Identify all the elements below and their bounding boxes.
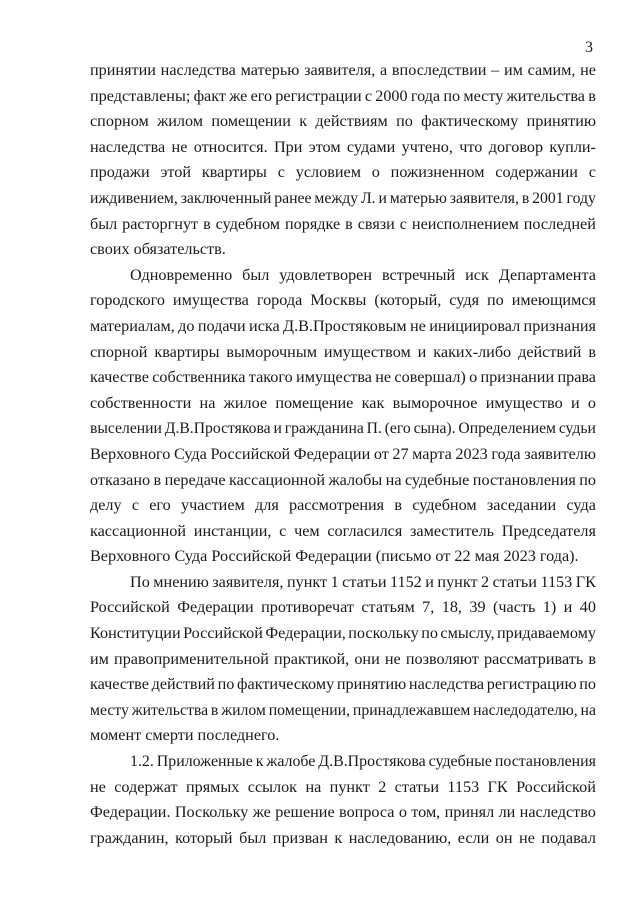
text-line: Федерации. Поскольку же решение вопроса о том, принял ли наследство xyxy=(90,803,596,822)
text-line: отказано в передаче кассационной жалобы на судебные постановления по xyxy=(90,470,596,489)
text-line: иждивением, заключенный ранее между Л. и матерью заявителя, в 2001 году xyxy=(90,189,596,207)
text-line: момент смерти последнего. xyxy=(90,726,280,745)
text-line: Конституции Российской Федерации, поскольку по смыслу, придаваемому xyxy=(90,624,596,643)
text-line: им правоприменительной практикой, они не позволяют рассматривать в xyxy=(90,649,596,668)
page-number: 3 xyxy=(585,39,593,56)
text-line: Одновременно был удовлетворен встречный иск Департамента xyxy=(130,265,596,284)
text-line: собственности на жилое помещение как выморочное имущество и о xyxy=(90,393,596,412)
text-line: делу с его участием для рассмотрения в судебном заседании суда xyxy=(90,496,596,515)
text-line: месту жительства в жилом помещении, принадлежавшем наследодателю, на xyxy=(90,701,596,719)
text-line: качестве действий по фактическому принятию наследства регистрацию по xyxy=(90,675,596,694)
text-line: кассационной инстанции, с чем согласился заместитель Председателя xyxy=(90,521,596,540)
paragraph xyxy=(90,58,596,263)
text-line: гражданин, который был призван к наследованию, если он не подавал xyxy=(90,828,596,847)
text-line: представлены; факт же его регистрации с 2000 года по месту жительства в xyxy=(90,86,596,105)
text-line: Верховного Суда Российской Федерации от 27 марта 2023 года заявителю xyxy=(90,444,596,463)
text-line: наследства не относится. При этом судами учтено, что договор купли- xyxy=(90,137,596,156)
text-line: принятии наследства матерью заявителя, а впоследствии – им самим, не xyxy=(90,61,596,79)
text-line: материалам, до подачи иска Д.В.Простяковым не инициировал признания xyxy=(90,316,596,335)
text-line: был расторгнут в судебном порядке в связи с неисполнением последней xyxy=(90,214,596,233)
text-line: По мнению заявителя, пункт 1 статьи 1152 и пункт 2 статьи 1153 ГК xyxy=(130,572,596,591)
text-line: спорном жилом помещении к действиям по фактическому принятию xyxy=(90,112,596,131)
paragraph xyxy=(90,570,596,749)
text-line: спорной квартиры выморочным имуществом и каких-либо действий в xyxy=(90,342,596,361)
text-line: выселении Д.В.Простякова и гражданина П. (его сына). Определением судьи xyxy=(90,420,596,438)
text-line: Верховного Суда Российской Федерации (письмо от 22 мая 2023 года). xyxy=(90,547,579,566)
text-line: 1.2. Приложенные к жалобе Д.В.Простякова судебные постановления xyxy=(130,753,596,771)
text-line: своих обязательств. xyxy=(90,240,226,259)
text-line: Российской Федерации противоречат статьям 7, 18, 39 (часть 1) и 40 xyxy=(90,598,596,617)
document-body xyxy=(90,58,596,851)
text-line: качестве собственника такого имущества не совершал) о признании права xyxy=(90,368,596,387)
text-line: продажи этой квартиры с условием о пожизненном содержании с xyxy=(90,163,596,182)
paragraph xyxy=(90,263,596,570)
text-line: городского имущества города Москвы (который, судя по имеющимся xyxy=(90,291,596,310)
paragraph xyxy=(90,749,596,851)
text-line: не содержат прямых ссылок на пункт 2 статьи 1153 ГК Российской xyxy=(90,777,596,796)
